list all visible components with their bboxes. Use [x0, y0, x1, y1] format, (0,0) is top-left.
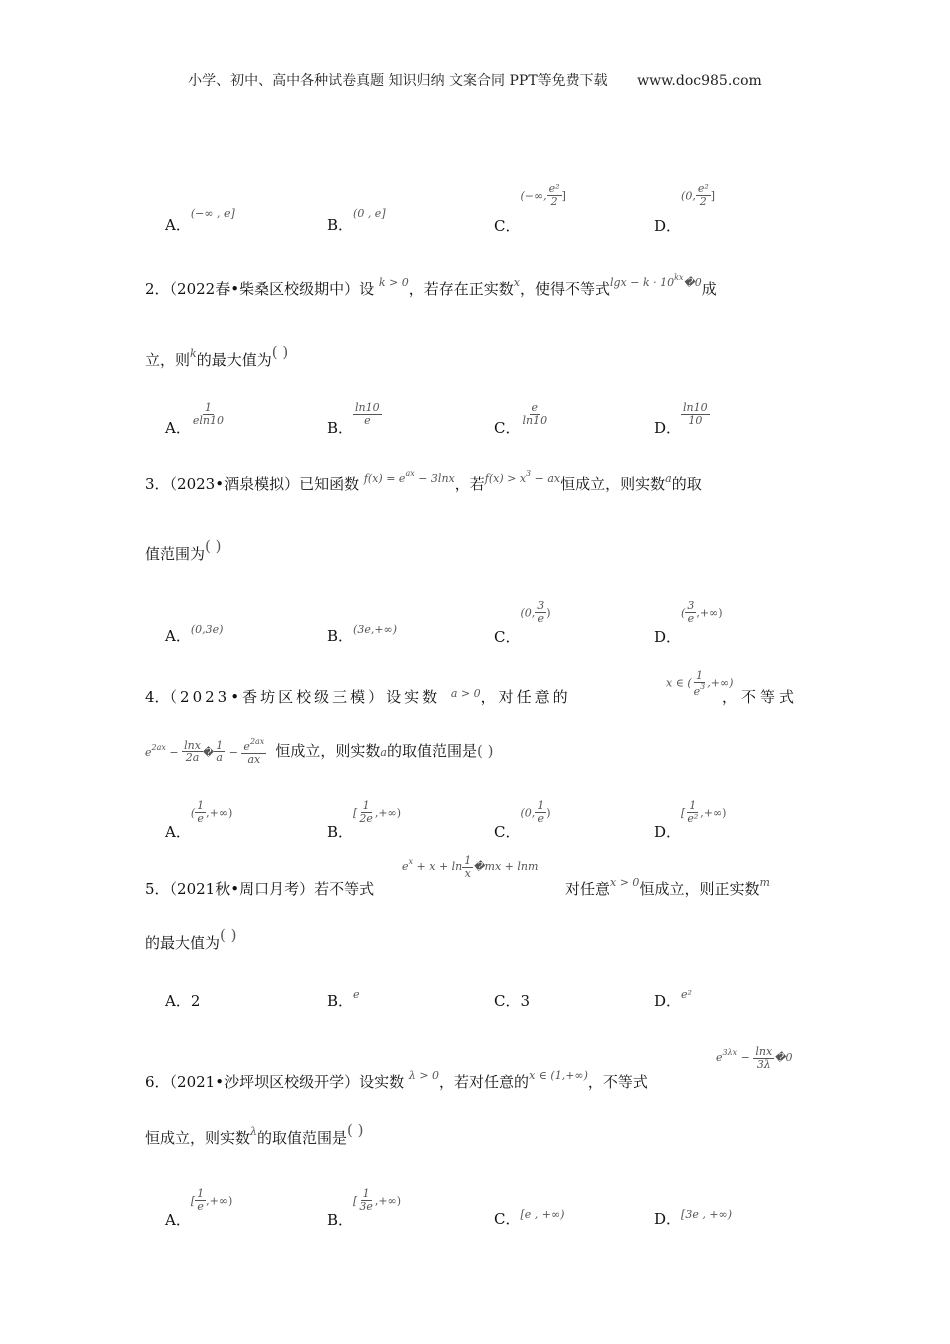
q4-inequality-line: $e^{2ax}$ − $\frac{\ln x}{2a}$ � $\frac{1}{a}$ − $\frac{e^{2ax}}{ax}$ 恒成立，则实数a的取值范围是( ) [145, 737, 494, 766]
q2-inequality: lgx − k · 10kx�0 [609, 273, 702, 289]
q2-option-d[interactable]: D． $\frac{\ln 10}{10}$ [654, 401, 708, 437]
q3-option-d[interactable]: D．( $\frac{3}{e}$ ,+∞) [654, 599, 723, 646]
header-text: 小学、初中、高中各种试卷真题 知识归纳 文案合同 PPT等免费下载 [188, 73, 608, 89]
q5-stem-line2: 的最大值为( ) [145, 926, 237, 952]
q4-option-d[interactable]: D．[ $\frac{1}{\text{e²}}$ ,+∞) [654, 799, 727, 841]
q4-stem-line1: 4．（2023•香坊区校级三模）设实数 $^{a > 0}$，对任意的 [145, 687, 571, 706]
q3-inequality: f(x) > x3 − ax [484, 469, 561, 485]
q1-option-b[interactable]: B．(0 , e] [327, 207, 386, 234]
q4-option-b[interactable]: B．[ $\frac{1}{2e}$ ,+∞) [327, 799, 402, 841]
q4-option-a[interactable]: A．( $\frac{1}{e}$ ,+∞) [165, 799, 233, 841]
q5-stem-line1-end: 对任意$^{x > 0}$恒成立，则正实数$^m$ [565, 876, 770, 898]
q5-option-b[interactable]: B．$^e$ [327, 988, 360, 1010]
q1-option-a[interactable]: A．(−∞ , e] [165, 207, 235, 234]
q6-option-b[interactable]: B．[ $\frac{1}{3e}$ ,+∞) [327, 1187, 402, 1229]
header-site-link[interactable]: www.doc985.com [637, 73, 762, 89]
q3-option-a[interactable]: A．(0,3e) [165, 623, 224, 645]
q6-option-d[interactable]: D．[3e , +∞) [654, 1208, 732, 1228]
q6-option-c[interactable]: C．[e , +∞) [494, 1208, 565, 1228]
q3-function: f(x) = eax − 3lnx [363, 469, 455, 485]
page-header [0, 70, 950, 90]
q4-x-range: x ∈ ( $\frac{1}{e^3}$ ,+∞) [666, 669, 734, 698]
q1-d-fraction: $\frac{\text{e²}}{2}$ [697, 182, 709, 208]
q2-option-b[interactable]: B． $\frac{\ln 10}{e}$ [327, 401, 380, 437]
q1-a-math: (−∞ , e] [190, 207, 235, 220]
q2-option-a[interactable]: A． $\frac{1}{eln10}$ [165, 401, 224, 437]
q2-stem-line1: 2．（2022春•柴桑区校级期中）设 $^{k > 0}$，若存在正实数$^x$，使得不等式$^{lgx - k \cdot 10^{kx}�0}$成 [145, 273, 717, 298]
q3-option-b[interactable]: B．(3e,+∞) [327, 623, 397, 645]
q6-inequality: $e^{3\lambda x}$ − $\frac{\ln x}{3\lambda}$ �0 [716, 1045, 793, 1071]
q2-option-c[interactable]: C． $\frac{e}{\ln 10}$ [494, 401, 548, 437]
q6-stem-line2: 恒成立，则实数$^\lambda$的取值范围是( ) [145, 1121, 364, 1147]
q5-inequality: $e^x + x + \ln$ $\frac{1}{x}$ �mx + lnm [402, 854, 539, 880]
q5-option-d[interactable]: D．$^{e^2}$ [654, 988, 692, 1010]
q3-option-c[interactable]: C．(0, $\frac{3}{e}$ ) [494, 599, 551, 646]
q5-stem-line1: 5．（2021秋•周口月考）若不等式 [145, 880, 375, 898]
q1-c-fraction: $\frac{\text{e²}}{2}$ [548, 182, 560, 208]
q1-option-c[interactable]: C．(−∞, $\frac{\text{e²}}{2}$ ] [494, 182, 566, 235]
q6-stem-line1: 6．（2021•沙坪坝区校级开学）设实数 $^{\lambda > 0}$，若对任意的$^{x \in (1,+\infty)}$，不等式 [145, 1069, 648, 1091]
q4-option-c[interactable]: C．(0, $\frac{1}{e}$ ) [494, 799, 551, 841]
q1-b-math: (0 , e] [353, 207, 386, 220]
q6-option-a[interactable]: A．[ $\frac{1}{e}$ ,+∞) [165, 1187, 233, 1229]
q1-option-d[interactable]: D．(0, $\frac{\text{e²}}{2}$ ] [654, 182, 716, 235]
q3-stem-line1: 3．（2023•酒泉模拟）已知函数 $^{f(x) = e^{ax} - 3lnx}$，若$^{f(x) > x^3 - ax}$恒成立，则实数$^a$的取 [145, 469, 702, 493]
q5-option-a[interactable]: A．2 [165, 992, 201, 1010]
q3-stem-line2: 值范围为( ) [145, 537, 222, 563]
q5-option-c[interactable]: C．3 [494, 992, 531, 1010]
q2-stem-line2: 立，则$^k$的最大值为( ) [145, 343, 289, 369]
